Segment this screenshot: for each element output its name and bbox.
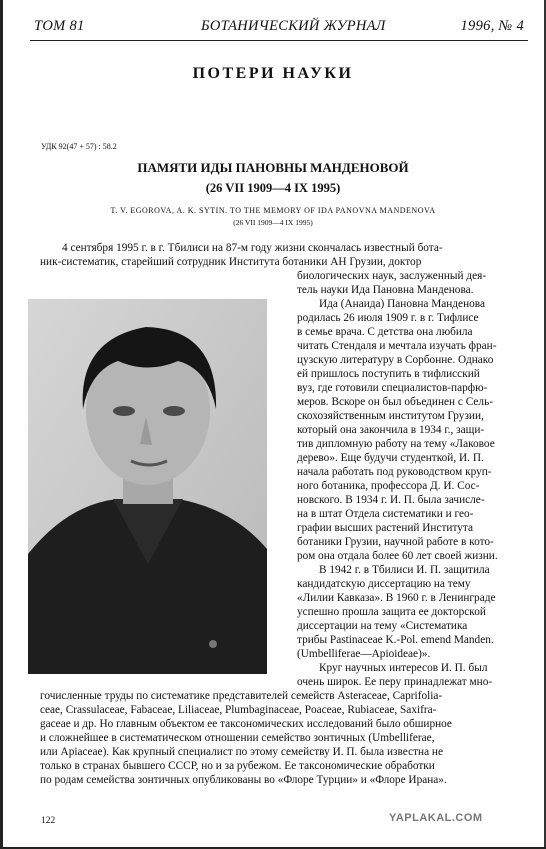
article-dates: (26 VII 1909—4 IX 1995) [205,181,341,195]
text-line: ceae, Crassulaceae, Fabaceae, Liliaceae, Plumbaginaceae, Poaceae, Rubiaceae, Saxifra- [40,704,437,716]
english-dates: (26 VII 1909—4 IX 1995) [233,218,313,227]
issue-label: 1996, № 4 [460,18,524,34]
text-line: (Umbelliferae—Apioideae)». [297,648,431,660]
text-line: ник-систематик, старейший сотрудник Института ботаники АН Грузии, доктор [40,256,422,268]
page-edge-left [0,0,3,849]
text-line: биологических наук, заслуженный дея- [297,270,487,282]
text-line: тив дипломную работу на тему «Лаковое [297,438,495,450]
text-line: тель науки Ида Пановна Манденова. [297,284,474,296]
text-line: читать Стендаля и мечтала изучать фран- [297,340,497,352]
text-line: ботаники Грузии, научной работе в кото- [297,536,494,548]
text-line: 4 сентября 1995 г. в г. Тбилиси на 87-м году жизни скончалась известный бота- [62,242,443,254]
page-number: 122 [41,816,56,826]
text-line: кандидатскую диссертацию на тему [297,578,471,590]
text-line: родилась 26 июля 1909 г. в г. Тифлисе [297,312,479,324]
udk-code: УДК 92(47 + 57) : 58.2 [41,142,117,151]
portrait-photo-icon [28,299,267,674]
text-line: и сложнейшее в систематическом отношении семейство зонтичных (Umbelliferae, [40,732,435,744]
text-line: только в странах бывшего СССР, но и за рубежом. Ее таксономические обработки [40,760,435,772]
text-line: меров. Вскоре он был объединен с Сель- [297,396,493,408]
text-line: трибы Pastinaceae K.-Pol. emend Manden. [297,634,494,646]
text-line: успешно прошла защита ее докторской [297,606,486,618]
portrait-photo [28,299,267,674]
journal-name: БОТАНИЧЕСКИЙ ЖУРНАЛ [201,18,386,34]
text-line: очень широк. Ее перу принадлежат мно- [297,676,493,688]
section-title: ПОТЕРИ НАУКИ [192,65,354,82]
text-line: в семье врача. С детства она любила [297,326,473,338]
volume-label: ТОМ 81 [34,18,85,34]
header-rule [30,40,528,41]
text-line: gaceae и др. Но главным объектом ее таксономических исследований было обширное [40,718,452,730]
text-line: на в штат Отдела систематики и гео- [297,508,474,520]
text-line: или Apiaceae). Как крупный специалист по этому семейству И. П. была известна не [40,746,443,758]
text-line: который она закончила в 1934 г., защи- [297,424,485,436]
text-line: В 1942 г. в Тбилиси И. П. защитила [319,564,490,576]
watermark: YAPLAKAL.COM [389,812,483,824]
text-line: «Лилии Кавказа». В 1960 г. в Ленинграде [297,592,496,604]
text-line: Круг научных интересов И. П. был [319,662,488,674]
text-line: диссертации на тему «Систематика [297,620,468,632]
text-line: скохозяйственным институтом Грузии, [297,410,484,422]
text-line: гочисленные труды по систематике представителей семейств Asteraceae, Caprifolia- [40,690,443,702]
text-line: дерево». Еще будучи студенткой, И. П. [297,452,484,464]
text-line: графии высших растений Института [297,522,474,534]
article-title: ПАМЯТИ ИДЫ ПАНОВНЫ МАНДЕНОВОЙ [137,160,409,175]
text-line: новского. В 1934 г. И. П. была зачисле- [297,494,485,506]
text-line: ром она отдала более 60 лет своей жизни. [297,550,498,562]
english-title: T. V. EGOROVA, A. K. SYTIN. TO THE MEMORY OF IDA PANOVNA MANDENOVA [110,206,436,215]
text-line: Ида (Анаида) Пановна Манденова [319,298,485,310]
text-line: ей пришлось поступить в тифлисский [297,368,480,380]
text-line: цузскую литературу в Сорбонне. Однако [297,354,494,366]
text-line: ного ботаника, профессора Д. И. Сос- [297,480,480,492]
text-line: начала работать под руководством круп- [297,466,492,478]
text-line: вуз, где готовили специалистов-парфю- [297,382,488,394]
text-line: по родам семейства зонтичных опубликованы во «Флоре Турции» и «Флоре Ирана». [40,774,447,786]
